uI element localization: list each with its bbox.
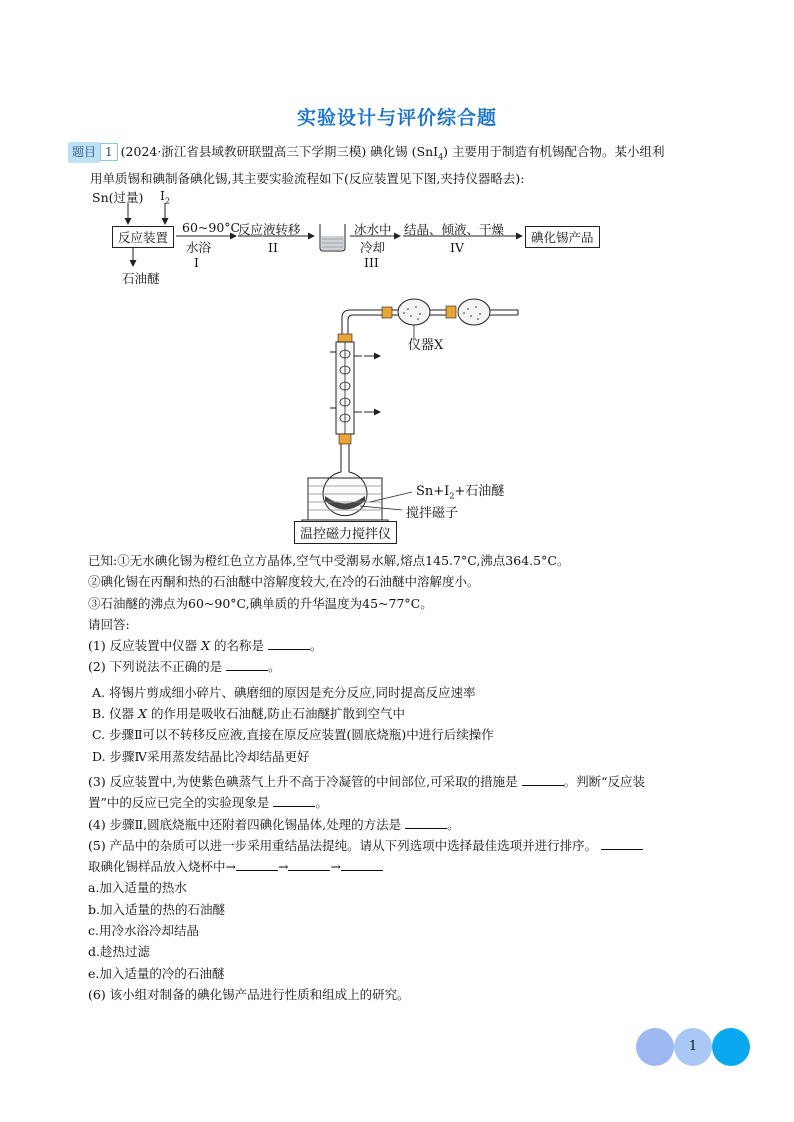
q5-answer-blank-0[interactable]	[601, 837, 643, 850]
reagent-i2-sub: 2	[164, 196, 171, 206]
label-mixture-sub: 2	[449, 491, 455, 501]
question-tag: 题目	[68, 142, 100, 163]
label-mixture-end: +石油醚	[454, 484, 505, 499]
beaker-icon	[320, 224, 345, 251]
flow-diagram	[88, 186, 708, 286]
step4-number: IV	[450, 240, 464, 255]
q5-line2	[88, 856, 718, 877]
q5-option-c: c.用冷水浴冷却结晶	[88, 923, 199, 939]
q5-option-e: e.加入适量的冷的石油醚	[88, 965, 225, 981]
page-circle-right	[712, 1028, 750, 1066]
page-indicator	[636, 1027, 752, 1067]
label-instrument-x: 仪器X	[408, 338, 444, 353]
step1-number: I	[194, 255, 199, 270]
question-number: 1	[100, 143, 118, 161]
q5-line2-text: 取碘化锡样品放入烧杯中→	[88, 859, 236, 875]
q4-text: (4) 步骤Ⅱ,圆底烧瓶中还附着四碘化锡晶体,处理的方法是	[88, 816, 402, 832]
reagent-i2	[160, 188, 170, 206]
byproduct-ether: 石油醚	[122, 271, 160, 286]
q3-line2	[88, 792, 718, 813]
known-3: ③石油醚的沸点为60~90°C,碘单质的升华温度为45~77°C。	[88, 595, 433, 611]
q3-answer-blank-1[interactable]	[522, 773, 564, 786]
step3-cool: 冷却	[360, 240, 386, 255]
q2-option-d: D. 步骤Ⅳ采用蒸发结晶比冷却结晶更好	[92, 748, 310, 764]
q5-option-d: d.趁热过滤	[88, 944, 150, 960]
q5-answer-blank-2[interactable]	[288, 858, 330, 871]
page-circle-left	[636, 1028, 674, 1066]
q5-arrow-2: →	[330, 859, 341, 875]
reagent-i2-symbol: I	[160, 188, 165, 203]
question-intro	[68, 141, 728, 189]
q1-answer-blank[interactable]	[268, 637, 310, 650]
q2-text: (2) 下列说法不正确的是	[88, 659, 223, 675]
q3-line2-text: 置”中的反应已完全的实验现象是	[88, 795, 270, 811]
label-mixture-start: Sn+I	[416, 484, 450, 499]
q5-text: (5) 产品中的杂质可以进一步采用重结晶法提纯。请从下列选项中选择最佳选项并进行排序。	[88, 837, 598, 853]
apparatus-diagram	[290, 296, 550, 544]
intro-text-1-end: ) 主要用于制造有机锡配合物。某小组利	[443, 144, 665, 159]
intro-text-2: 用单质锡和碘制备碘化锡,其主要实验流程如下(反应装置见下图,夹持仪器略去):	[90, 170, 525, 186]
q4-end: 。	[447, 816, 460, 832]
q1-pre: (1) 反应装置中仪器	[88, 638, 202, 654]
ask-label: 请回答:	[88, 616, 130, 632]
page-title: 实验设计与评价综合题	[296, 107, 497, 129]
q5-answer-blank-3[interactable]	[341, 858, 383, 871]
product-box: 碘化锡产品	[525, 226, 600, 248]
page-number: 1	[674, 1028, 712, 1066]
q2-option-b-pre: B. 仪器	[92, 706, 139, 722]
intro-subscript: 4	[438, 152, 444, 162]
q1-var: X	[201, 638, 211, 654]
intro-text-1: (2024·浙江省县域教研联盟高三下学期三模) 碘化锡 (SnI	[120, 144, 439, 159]
q3-pre: (3) 反应装置中,为使紫色碘蒸气上升不高于冷凝管的中间部位,可采取的措施是	[88, 773, 518, 789]
q5-answer-blank-1[interactable]	[236, 858, 278, 871]
q3-line1	[88, 771, 718, 792]
q1-post: 的名称是	[210, 638, 265, 654]
q2-option-b-var: X	[138, 706, 148, 722]
q5-option-b: b.加入适量的热的石油醚	[88, 901, 225, 917]
q5-option-a: a.加入适量的热水	[88, 880, 187, 896]
label-stir-bar: 搅拌磁子	[406, 506, 459, 521]
q1-end: 。	[310, 638, 323, 654]
q2-option-a: A. 将锡片剪成细小碎片、碘磨细的原因是充分反应,同时提高反应速率	[92, 684, 476, 700]
round-flask-icon	[323, 444, 367, 516]
step1-condition: 60~90°C	[182, 220, 241, 235]
q2-end: 。	[268, 659, 281, 675]
step3-number: III	[364, 255, 379, 270]
known-2: ②碘化锡在丙酮和热的石油醚中溶解度较大,在冷的石油醚中溶解度小。	[88, 574, 480, 590]
known-1: 已知:①无水碘化锡为橙红色立方晶体,空气中受潮易水解,熔点145.7°C,沸点364.5°C。	[88, 553, 570, 568]
q4-answer-blank[interactable]	[405, 816, 447, 829]
q2-answer-blank[interactable]	[226, 658, 268, 671]
drying-tube-icon	[398, 299, 518, 325]
step1-bath: 水浴	[186, 240, 212, 255]
q4	[88, 814, 718, 835]
q2	[88, 656, 718, 677]
q2-option-b	[88, 703, 718, 724]
q1	[88, 635, 718, 656]
label-mixture	[416, 480, 504, 501]
step2-label: 反应液转移	[238, 222, 301, 237]
q5-arrow-1: →	[277, 859, 289, 875]
step4-label: 结晶、倾液、干燥	[404, 222, 505, 237]
q5-line1	[88, 835, 718, 856]
q2-option-b-post: 的作用是吸收石油醚,防止石油醚扩散到空气中	[147, 706, 405, 722]
q3-answer-blank-2[interactable]	[273, 794, 315, 807]
question-body	[88, 550, 718, 1005]
step3-label: 冰水中	[354, 222, 392, 237]
q6: (6) 该小组对制备的碘化锡产品进行性质和组成上的研究。	[88, 986, 410, 1002]
reagent-sn: Sn(过量)	[92, 190, 144, 205]
q3-end: 。	[315, 795, 328, 811]
q2-option-c: C. 步骤Ⅱ可以不转移反应液,直接在原反应装置(圆底烧瓶)中进行后续操作	[92, 727, 494, 743]
condenser-icon	[330, 334, 380, 444]
reaction-device-box: 反应装置	[112, 226, 174, 248]
step2-number: II	[268, 240, 278, 255]
label-magnetic-stirrer: 温控磁力搅拌仪	[294, 521, 397, 544]
flow-arrows	[88, 186, 708, 286]
q3-mid: 。判断“反应装	[563, 773, 646, 789]
